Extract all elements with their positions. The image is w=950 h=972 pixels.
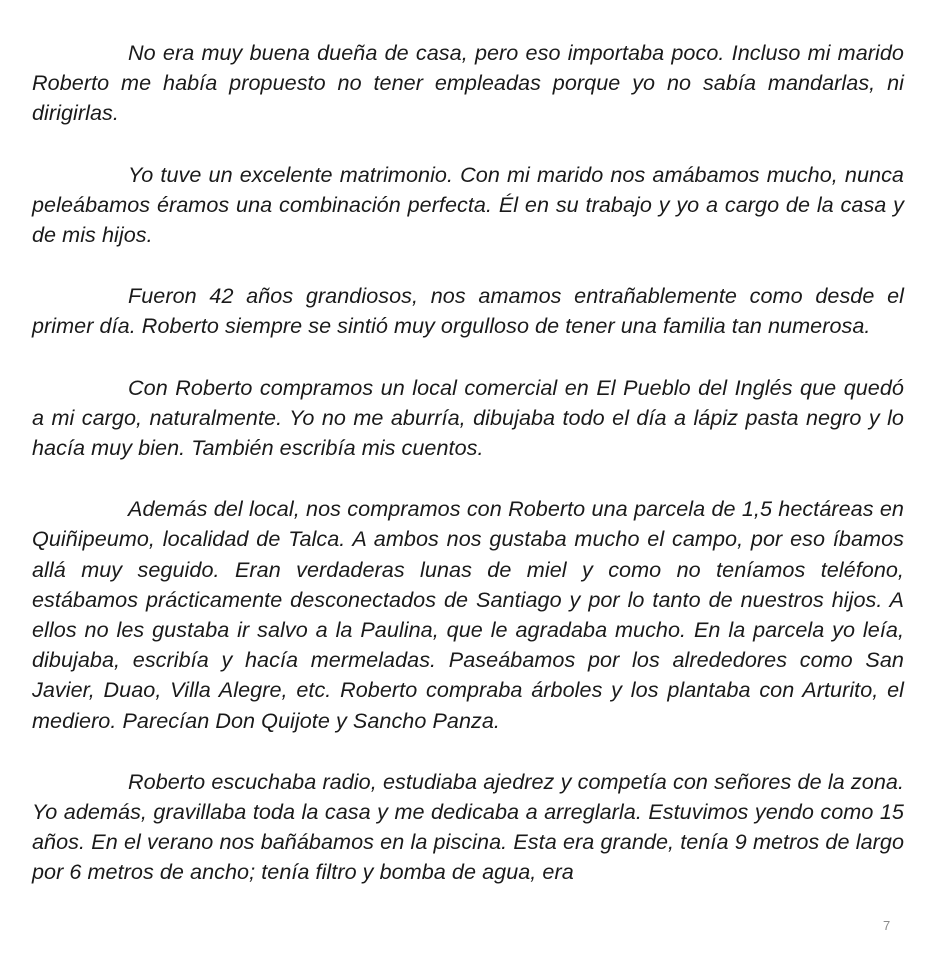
paragraph: Fueron 42 años grandiosos, nos amamos entrañablemente como desde el primer día. Roberto siempre se sintió muy orgulloso de tener una familia tan numerosa. — [32, 283, 904, 339]
paragraph: Con Roberto compramos un local comercial en El Pueblo del Inglés que quedó a mi cargo, naturalmente. Yo no me aburría, dibujaba todo el día a lápiz pasta negro y lo hacía muy bien. También escribía mis cuentos. — [32, 374, 904, 461]
paragraph: No era muy buena dueña de casa, pero eso importaba poco. Incluso mi marido Roberto me había propuesto no tener empleadas porque yo no sabía mandarlas, ni dirigirlas. — [32, 40, 904, 126]
paragraph: Además del local, nos compramos con Roberto una parcela de 1,5 hectáreas en Quiñipeumo, localidad de Talca. A ambos nos gustaba mucho el campo, por eso íbamos allá muy seguido. Eran verdaderas lunas de miel y como no teníamos teléfono, estábamos prácticamente desconectados de Santiago y por lo tanto de nuestros hijos. A ellos no les gustaba ir salvo a la Paulina, que le agradaba mucho. En la parcela yo leía, dibujaba, escribía y hacía mermeladas. Paseábamos por los alrededores como San Javier, Duao, Villa Alegre, etc. Roberto compraba árboles y los plantaba con Arturito, el mediero. Parecían Don Quijote y Sancho Panza. — [32, 496, 904, 733]
body-text — [32, 38, 904, 919]
paragraph: Roberto escuchaba radio, estudiaba ajedrez y competía con señores de la zona. Yo además, gravillaba toda la casa y me dedicaba a arreglarla. Estuvimos yendo como 15 años. En el verano nos bañábamos en la piscina. Esta era grande, tenía 9 metros de largo por 6 metros de ancho; tenía filtro y bomba de agua, era — [32, 768, 904, 885]
page-number: 7 — [883, 918, 891, 933]
paragraph: Yo tuve un excelente matrimonio. Con mi marido nos amábamos mucho, nunca peleábamos éramos una combinación perfecta. Él en su trabajo y yo a cargo de la casa y de mis hijos. — [32, 161, 904, 248]
